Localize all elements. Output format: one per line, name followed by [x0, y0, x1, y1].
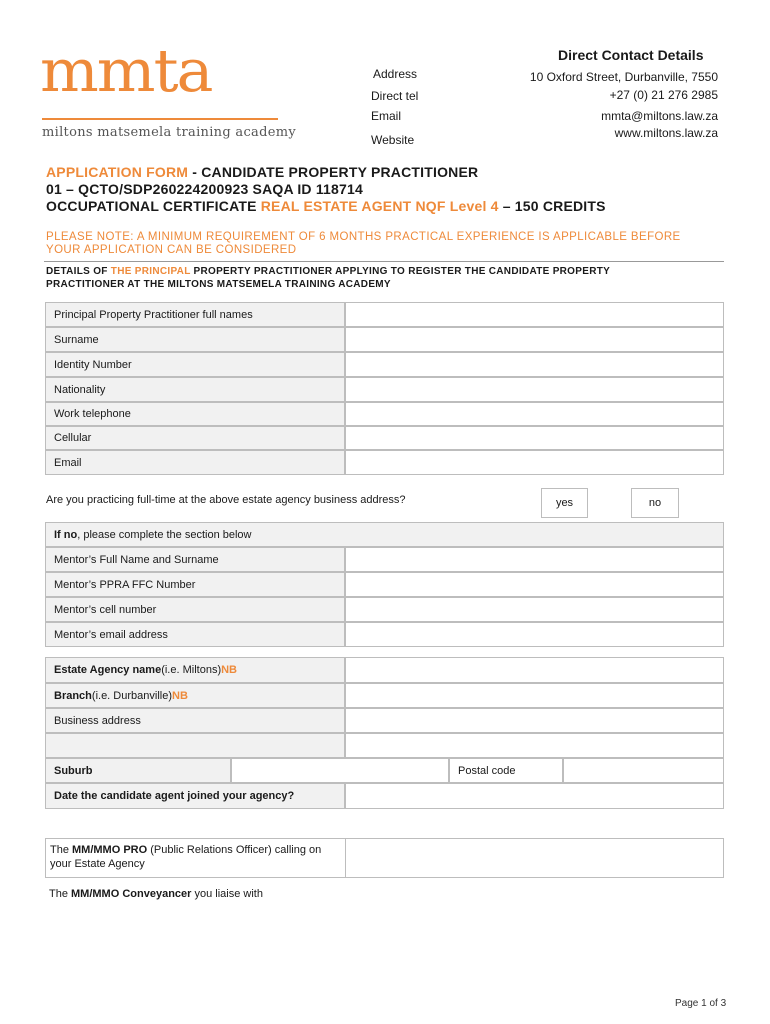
principal-row: [45, 402, 724, 426]
pro-label: [45, 838, 345, 878]
yes-option[interactable]: yes: [541, 488, 588, 518]
agency-row: [45, 683, 724, 708]
identity-number-input[interactable]: [345, 352, 724, 377]
business-address-input-2[interactable]: [345, 733, 724, 758]
mentor-label: Mentor’s cell number: [45, 597, 345, 622]
details-b: PROPERTY PRACTITIONER APPLYING TO REGISTER THE CANDIDATE PROPERTY: [190, 266, 611, 277]
branch-input[interactable]: [345, 683, 724, 708]
fulltime-question: Are you practicing full-time at the above estate agency business address?: [46, 494, 406, 506]
principal-label: Nationality: [45, 377, 345, 402]
email-input[interactable]: [345, 450, 724, 475]
form-title-rest: - CANDIDATE PROPERTY PRACTITIONER: [188, 164, 479, 180]
qualification-orange: REAL ESTATE AGENT NQF Level 4: [260, 198, 499, 214]
mentor-label: Mentor’s Full Name and Surname: [45, 547, 345, 572]
divider: [44, 261, 724, 262]
form-title-orange: APPLICATION FORM: [46, 164, 189, 180]
agency-row: [45, 758, 724, 783]
tel-label: Direct tel: [371, 89, 419, 103]
tel-value: +27 (0) 21 276 2985: [609, 88, 718, 102]
agency-name-label: [45, 657, 345, 683]
qualification-a: OCCUPATIONAL CERTIFICATE: [46, 198, 261, 214]
principal-label: Surname: [45, 327, 345, 352]
mentor-row: [45, 622, 724, 647]
date-joined-input[interactable]: [345, 783, 724, 809]
agency-row: [45, 708, 724, 733]
email-value[interactable]: mmta@miltons.law.za: [601, 109, 718, 123]
mentor-header: [45, 522, 724, 547]
agency-row: [45, 783, 724, 809]
form-code: 01 – QCTO/SDP260224200923 SAQA ID 118714: [46, 181, 363, 197]
mentor-header-rest: , please complete the section below: [77, 528, 252, 541]
principal-label: Identity Number: [45, 352, 345, 377]
principal-row: [45, 352, 724, 377]
mentor-header-bold: If no: [54, 528, 78, 541]
cellular-input[interactable]: [345, 426, 724, 450]
postal-code-label: Postal code: [449, 758, 563, 783]
website-label: Website: [371, 133, 415, 147]
mentor-ppra-input[interactable]: [345, 572, 724, 597]
page-number: Page 1 of 3: [675, 998, 727, 1009]
mentor-label: Mentor’s PPRA FFC Number: [45, 572, 345, 597]
business-address-line-2: [45, 733, 345, 758]
details-line-2: PRACTITIONER AT THE MILTONS MATSEMELA TRAINING ACADEMY: [46, 279, 391, 290]
agency-name-bold: Estate Agency name: [54, 664, 162, 676]
principal-row: [45, 426, 724, 450]
email-label: Email: [371, 109, 402, 123]
date-joined-label: Date the candidate agent joined your agency?: [45, 783, 345, 809]
website-value[interactable]: www.miltons.law.za: [614, 126, 718, 140]
no-option[interactable]: no: [631, 488, 679, 518]
conveyancer-label: [45, 878, 345, 908]
work-telephone-input[interactable]: [345, 402, 724, 426]
pro-line-2: your Estate Agency: [50, 858, 145, 870]
principal-table: [45, 302, 724, 475]
note-line-1: PLEASE NOTE: A MINIMUM REQUIREMENT OF 6 MONTHS PRACTICAL EXPERIENCE IS APPLICABLE BEFORE: [46, 231, 681, 243]
nationality-input[interactable]: [345, 377, 724, 402]
postal-code-input[interactable]: [563, 758, 724, 783]
mentor-row: [45, 572, 724, 597]
pro-bold: MM/MMO PRO: [72, 844, 148, 856]
agency-name-nb: NB: [221, 664, 237, 676]
qualification-b: – 150 CREDITS: [498, 198, 606, 214]
requirement-note: [46, 231, 681, 257]
suburb-label: Suburb: [45, 758, 231, 783]
logo-tagline: miltons matsemela training academy: [42, 125, 296, 140]
principal-label: Work telephone: [45, 402, 345, 426]
mentor-name-input[interactable]: [345, 547, 724, 572]
principal-label: Principal Property Practitioner full names: [45, 302, 345, 327]
principal-section-heading: [46, 265, 726, 291]
details-a: DETAILS OF: [46, 266, 111, 277]
agency-table: [45, 657, 724, 809]
business-address-input[interactable]: [345, 708, 724, 733]
principal-label: Cellular: [45, 426, 345, 450]
form-qualification: [46, 198, 606, 214]
branch-label: [45, 683, 345, 708]
liaison-table: [45, 838, 724, 908]
mentor-row: [45, 547, 724, 572]
logo-wordmark: mmta: [40, 35, 212, 106]
principal-full-names-input[interactable]: [345, 302, 724, 327]
principal-row: [45, 450, 724, 475]
form-title: [46, 164, 478, 180]
mentor-cell-input[interactable]: [345, 597, 724, 622]
surname-input[interactable]: [345, 327, 724, 352]
agency-name-rest: (i.e. Miltons): [161, 664, 222, 676]
logo-rule: [42, 118, 278, 120]
mentor-email-input[interactable]: [345, 622, 724, 647]
address-value: 10 Oxford Street, Durbanville, 7550: [529, 70, 718, 84]
business-address-label: Business address: [45, 708, 345, 733]
liaison-row: [45, 838, 724, 878]
conv-rest: you liaise with: [191, 888, 263, 900]
pro-rest: (Public Relations Officer) calling on: [147, 844, 322, 856]
agency-name-input[interactable]: [345, 657, 724, 683]
branch-bold: Branch: [54, 689, 92, 702]
contact-title: Direct Contact Details: [558, 47, 704, 63]
agency-row: [45, 657, 724, 683]
address-label: Address: [373, 67, 418, 81]
pro-a: The: [50, 844, 73, 856]
details-orange: THE PRINCIPAL: [110, 266, 191, 277]
note-line-2: YOUR APPLICATION CAN BE CONSIDERED: [46, 244, 297, 256]
branch-nb: NB: [172, 689, 188, 702]
mentor-label: Mentor’s email address: [45, 622, 345, 647]
mentor-table: [45, 522, 724, 647]
principal-row: [45, 377, 724, 402]
mentor-row: [45, 597, 724, 622]
suburb-input[interactable]: [231, 758, 449, 783]
principal-row: [45, 302, 724, 327]
conv-bold: MM/MMO Conveyancer: [71, 888, 192, 900]
pro-input[interactable]: [345, 838, 724, 878]
principal-label: Email: [45, 450, 345, 475]
principal-row: [45, 327, 724, 352]
conv-a: The: [49, 888, 72, 900]
branch-rest: (i.e. Durbanville): [91, 689, 172, 702]
liaison-row: [45, 878, 724, 908]
agency-row: [45, 733, 724, 758]
conveyancer-input[interactable]: [345, 878, 724, 908]
